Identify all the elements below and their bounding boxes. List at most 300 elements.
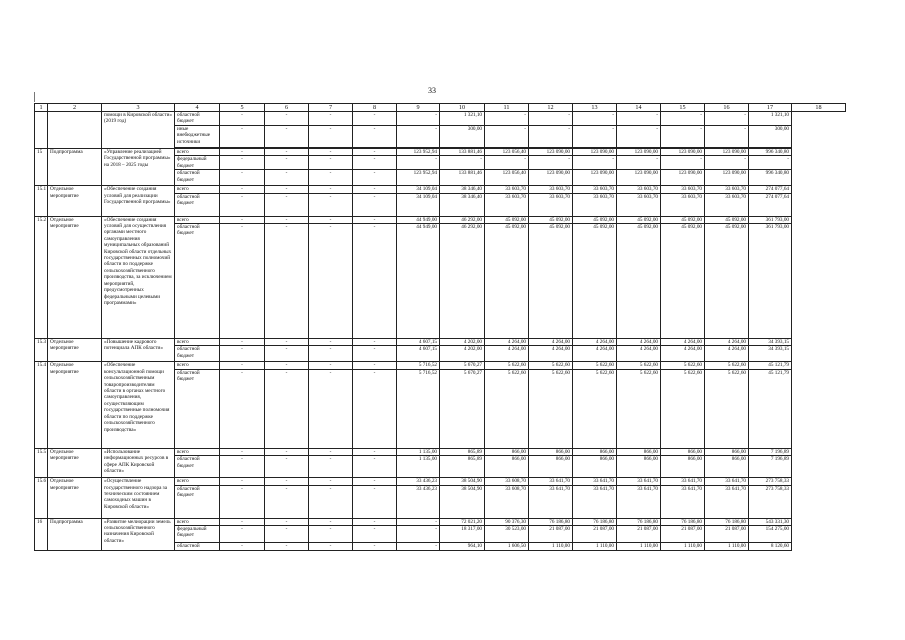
value-cell: - [220, 543, 265, 551]
value-cell: 33 436,23 [397, 485, 440, 518]
value-cell: - [397, 543, 440, 551]
value-cell: 866,00 [617, 456, 661, 478]
column-header: 15 [661, 104, 705, 112]
value-cell: 21 087,00 [661, 526, 705, 543]
measure-name-cell: помощи в Кировской области» (2019 год) [102, 112, 175, 149]
value-cell: - [353, 369, 397, 448]
value-cell: 5 622,60 [529, 362, 573, 369]
row-number-cell: 15.5 [35, 448, 48, 477]
value-cell: 1 321,10 [749, 112, 792, 126]
value-cell: - [617, 125, 661, 147]
value-cell: 33 603,70 [661, 193, 705, 216]
funding-source-cell: областной бюджет [175, 224, 220, 339]
row-number-cell: 15.1 [35, 186, 48, 216]
column-header: 13 [573, 104, 617, 112]
column-header: 10 [440, 104, 485, 112]
value-cell: 38 504,90 [440, 478, 485, 485]
row-number-cell [35, 112, 48, 149]
measure-name-cell: «Обеспечение создания условий для реализации Государственной программы» [102, 186, 175, 216]
value-cell: 33 608,70 [485, 478, 529, 485]
value-cell: - [353, 456, 397, 478]
value-cell: - [353, 224, 397, 339]
value-cell: 38 346,40 [440, 186, 485, 193]
value-cell: 4 264,00 [573, 339, 617, 346]
value-cell: 5 622,60 [485, 369, 529, 448]
value-cell: 543 331,30 [749, 518, 792, 525]
value-cell: - [220, 224, 265, 339]
value-cell: 34 109,04 [397, 186, 440, 193]
value-cell: 5 622,60 [573, 362, 617, 369]
value-cell: - [220, 485, 265, 518]
funding-source-cell: всего [175, 216, 220, 223]
value-cell: - [661, 112, 705, 126]
value-cell: 34 393,15 [749, 339, 792, 346]
value-cell: - [309, 339, 353, 346]
value-cell: - [397, 112, 440, 126]
value-cell: 1 110,00 [705, 543, 749, 551]
value-cell: 4 264,00 [705, 339, 749, 346]
value-cell: 5 622,60 [617, 362, 661, 369]
value-cell: 1 110,00 [661, 543, 705, 551]
value-cell: - [220, 216, 265, 223]
column-header: 9 [397, 104, 440, 112]
value-cell: - [617, 156, 661, 170]
column-header: 16 [705, 104, 749, 112]
value-cell: 90 376,30 [485, 518, 529, 525]
value-cell: - [309, 526, 353, 543]
value-cell: 5 622,60 [705, 362, 749, 369]
value-cell: 76 186,80 [705, 518, 749, 525]
value-cell: - [220, 125, 265, 147]
value-cell: 361 793,00 [749, 224, 792, 339]
value-cell: - [265, 186, 309, 193]
value-cell: - [309, 186, 353, 193]
value-cell: 7 196,89 [749, 448, 792, 455]
value-cell: 4 607,15 [397, 339, 440, 346]
value-cell: - [309, 112, 353, 126]
column-header: 11 [485, 104, 529, 112]
value-cell: - [309, 518, 353, 525]
row-type-cell: Подпрограмма [48, 148, 102, 185]
table-row [35, 518, 846, 525]
value-cell: - [265, 125, 309, 147]
table-row [35, 362, 846, 369]
value-cell: 5 622,60 [705, 369, 749, 448]
value-cell: 133 881,46 [440, 170, 485, 186]
value-cell: - [220, 156, 265, 170]
value-cell: 123 090,00 [573, 148, 617, 155]
value-cell: 45 092,00 [529, 224, 573, 339]
value-cell: - [220, 478, 265, 485]
value-cell: - [353, 193, 397, 216]
value-cell: - [705, 112, 749, 126]
row-number-cell: 15.6 [35, 478, 48, 518]
value-cell: - [265, 518, 309, 525]
value-cell: 123 952,94 [397, 170, 440, 186]
value-cell: 4 264,00 [529, 339, 573, 346]
value-cell: - [220, 369, 265, 448]
value-cell: 5 716,52 [397, 362, 440, 369]
value-cell: - [353, 156, 397, 170]
value-cell: 123 090,00 [617, 170, 661, 186]
value-cell: 33 603,70 [573, 193, 617, 216]
funding-source-cell: всего [175, 478, 220, 485]
value-cell: - [309, 478, 353, 485]
value-cell: - [353, 346, 397, 362]
value-cell: - [353, 170, 397, 186]
funding-source-cell: всего [175, 448, 220, 455]
value-cell: 33 641,70 [705, 485, 749, 518]
value-cell: 34 109,04 [397, 193, 440, 216]
value-cell: 7 196,89 [749, 456, 792, 478]
value-cell: 4 264,00 [705, 346, 749, 362]
value-cell: - [265, 156, 309, 170]
value-cell: 33 603,70 [573, 186, 617, 193]
value-cell: 4 264,00 [485, 339, 529, 346]
value-cell: - [265, 362, 309, 369]
value-cell: 274 077,64 [749, 186, 792, 193]
value-cell: 4 202,00 [440, 339, 485, 346]
measure-name-cell: «Обеспечение консультационной помощи сельскохозяйственным товаропроизводителям области в органах местного самоуправления, осуществляющим государственные полномочия области по поддержке сельскохозяйственного производства» [102, 362, 175, 448]
row-type-cell: Подпрограмма [48, 518, 102, 550]
value-cell: 33 641,70 [617, 485, 661, 518]
value-cell: 21 087,00 [573, 526, 617, 543]
value-cell: 133 881,46 [440, 148, 485, 155]
column-header: 14 [617, 104, 661, 112]
budget-table [34, 103, 846, 551]
value-cell: 45 092,00 [573, 224, 617, 339]
value-cell: - [309, 125, 353, 147]
value-cell: 33 641,70 [705, 478, 749, 485]
row-type-cell: Отдельное мероприятие [48, 186, 102, 216]
value-cell: 5 622,60 [617, 369, 661, 448]
value-cell: 44 949,00 [397, 216, 440, 223]
value-cell: 4 264,00 [617, 346, 661, 362]
column-header: 2 [48, 104, 102, 112]
value-cell: - [440, 156, 485, 170]
funding-source-cell: всего [175, 186, 220, 193]
value-cell: 33 603,70 [617, 193, 661, 216]
value-cell: - [353, 125, 397, 147]
value-cell: 123 090,00 [529, 148, 573, 155]
value-cell: 21 087,00 [529, 526, 573, 543]
column-header: 17 [749, 104, 792, 112]
value-cell: 33 436,23 [397, 478, 440, 485]
value-cell: - [265, 456, 309, 478]
value-cell: 123 056,40 [485, 170, 529, 186]
value-cell: - [661, 156, 705, 170]
column-header: 8 [353, 104, 397, 112]
value-cell: - [573, 156, 617, 170]
value-cell: - [705, 156, 749, 170]
value-cell: 33 641,70 [661, 485, 705, 518]
value-cell: 45 092,00 [705, 216, 749, 223]
value-cell: - [220, 526, 265, 543]
value-cell: 5 670,27 [440, 362, 485, 369]
value-cell: 996 340,80 [749, 148, 792, 155]
value-cell: 4 264,00 [485, 346, 529, 362]
value-cell: 45 092,00 [617, 224, 661, 339]
value-cell: 1 321,10 [440, 112, 485, 126]
value-cell: 46 292,00 [440, 224, 485, 339]
value-cell: - [220, 362, 265, 369]
value-cell: 123 090,00 [705, 170, 749, 186]
value-cell: - [220, 346, 265, 362]
value-cell: - [220, 170, 265, 186]
value-cell: 154 275,00 [749, 526, 792, 543]
value-cell: 866,00 [705, 448, 749, 455]
value-cell: 4 264,00 [529, 346, 573, 362]
value-cell: 30 523,00 [485, 526, 529, 543]
value-cell: - [309, 224, 353, 339]
value-cell: 123 090,00 [529, 170, 573, 186]
value-cell: 21 087,00 [705, 526, 749, 543]
table-row [35, 216, 846, 223]
value-cell: - [661, 125, 705, 147]
value-cell: - [485, 156, 529, 170]
value-cell: - [309, 362, 353, 369]
value-cell: 865,89 [440, 448, 485, 455]
value-cell: 866,00 [485, 448, 529, 455]
margin-mark [34, 92, 35, 102]
funding-source-cell: иные внебюджетные источники [175, 125, 220, 147]
value-cell: 866,00 [705, 456, 749, 478]
value-cell: 123 090,00 [617, 148, 661, 155]
value-cell: - [353, 478, 397, 485]
value-cell: 38 346,40 [440, 193, 485, 216]
value-cell: - [353, 216, 397, 223]
funding-source-cell: областной бюджет [175, 193, 220, 216]
value-cell: 123 090,00 [661, 170, 705, 186]
value-cell: 866,00 [529, 448, 573, 455]
value-cell: 300,00 [440, 125, 485, 147]
measure-name-cell: «Повышение кадрового потенциала АПК области» [102, 339, 175, 362]
value-cell: 76 186,80 [617, 518, 661, 525]
value-cell: - [265, 216, 309, 223]
value-cell: - [220, 112, 265, 126]
funding-source-cell: областной бюджет [175, 170, 220, 186]
value-cell: 76 186,80 [661, 518, 705, 525]
value-cell: 33 603,70 [485, 193, 529, 216]
column-header: 6 [265, 104, 309, 112]
value-cell: 8 120,60 [749, 543, 792, 551]
measure-name-cell: «Развитие мелиорации земель сельскохозяйственного назначения Кировской области» [102, 518, 175, 550]
value-cell: - [397, 125, 440, 147]
measure-name-cell: «Использование информационных ресурсов в сфере АПК Кировской области» [102, 448, 175, 477]
funding-source-cell: всего [175, 362, 220, 369]
value-cell: - [397, 526, 440, 543]
value-cell: 5 670,27 [440, 369, 485, 448]
value-cell: - [309, 156, 353, 170]
value-cell: 1 110,00 [529, 543, 573, 551]
value-cell: 996 340,80 [749, 170, 792, 186]
value-cell: 33 603,70 [529, 186, 573, 193]
row-number-cell: 15.2 [35, 216, 48, 338]
value-cell: - [220, 448, 265, 455]
value-cell: - [529, 156, 573, 170]
value-cell: - [397, 518, 440, 525]
value-cell: 866,00 [573, 448, 617, 455]
value-cell: 34 393,15 [749, 346, 792, 362]
value-cell: 273 758,33 [749, 478, 792, 485]
value-cell: 361 793,00 [749, 216, 792, 223]
value-cell: 300,00 [749, 125, 792, 147]
page-number: 33 [428, 86, 436, 95]
value-cell: 45 092,00 [485, 224, 529, 339]
value-cell: - [265, 224, 309, 339]
value-cell: 45 121,79 [749, 369, 792, 448]
funding-source-cell: областной бюджет [175, 112, 220, 126]
value-cell: - [265, 193, 309, 216]
value-cell: 5 622,60 [573, 369, 617, 448]
funding-source-cell: федеральный бюджет [175, 156, 220, 170]
value-cell: 18 317,00 [440, 526, 485, 543]
funding-source-cell: всего [175, 518, 220, 525]
value-cell: 45 092,00 [485, 216, 529, 223]
value-cell: 273 758,33 [749, 485, 792, 518]
value-cell: 33 603,70 [705, 186, 749, 193]
value-cell: 45 092,00 [573, 216, 617, 223]
value-cell: - [220, 456, 265, 478]
value-cell: - [529, 112, 573, 126]
funding-source-cell: областной бюджет [175, 369, 220, 448]
value-cell: 5 622,60 [661, 362, 705, 369]
value-cell: 866,00 [661, 448, 705, 455]
value-cell: 866,00 [573, 456, 617, 478]
table-row [35, 186, 846, 193]
table-row [35, 448, 846, 455]
value-cell: 4 264,00 [573, 346, 617, 362]
value-cell: 33 603,70 [485, 186, 529, 193]
value-cell: - [309, 148, 353, 155]
value-cell: 33 608,70 [485, 485, 529, 518]
row-number-cell: 15.3 [35, 339, 48, 362]
value-cell: 123 090,00 [573, 170, 617, 186]
value-cell: 5 622,60 [661, 369, 705, 448]
value-cell: - [309, 216, 353, 223]
row-number-cell: 15 [35, 148, 48, 185]
value-cell: - [220, 186, 265, 193]
funding-source-cell: всего [175, 339, 220, 346]
value-cell: - [265, 526, 309, 543]
value-cell: 33 641,70 [573, 478, 617, 485]
header-row [35, 104, 846, 112]
value-cell: 865,89 [440, 456, 485, 478]
value-cell: 274 077,64 [749, 193, 792, 216]
value-cell: 866,00 [485, 456, 529, 478]
row-type-cell: Отдельное мероприятие [48, 339, 102, 362]
row-type-cell: Отдельное мероприятие [48, 216, 102, 338]
value-cell: - [353, 448, 397, 455]
value-cell: - [485, 112, 529, 126]
value-cell: 123 056,40 [485, 148, 529, 155]
value-cell: - [353, 362, 397, 369]
value-cell: - [353, 526, 397, 543]
value-cell: 45 092,00 [661, 224, 705, 339]
value-cell: 45 092,00 [705, 224, 749, 339]
funding-source-cell: областной [175, 543, 220, 551]
value-cell: 45 092,00 [661, 216, 705, 223]
value-cell: - [309, 369, 353, 448]
value-cell: - [353, 112, 397, 126]
funding-source-cell: областной бюджет [175, 456, 220, 478]
value-cell: 33 641,70 [617, 478, 661, 485]
value-cell: 123 090,00 [661, 148, 705, 155]
value-cell: 4 264,00 [661, 339, 705, 346]
value-cell: - [573, 125, 617, 147]
value-cell: 5 622,60 [485, 362, 529, 369]
value-cell: 1 110,00 [617, 543, 661, 551]
value-cell: - [220, 339, 265, 346]
table-row [35, 148, 846, 155]
value-cell: 4 202,00 [440, 346, 485, 362]
value-cell: 33 641,70 [529, 485, 573, 518]
value-cell: 5 622,60 [529, 369, 573, 448]
value-cell: - [265, 112, 309, 126]
value-cell: 4 264,00 [617, 339, 661, 346]
value-cell: 1 135,00 [397, 456, 440, 478]
value-cell: - [265, 448, 309, 455]
value-cell: - [309, 485, 353, 518]
value-cell: 964,10 [440, 543, 485, 551]
value-cell: - [265, 369, 309, 448]
value-cell: 33 603,70 [617, 186, 661, 193]
funding-source-cell: всего [175, 148, 220, 155]
value-cell: - [309, 346, 353, 362]
value-cell: - [265, 543, 309, 551]
value-cell: 33 641,70 [661, 478, 705, 485]
value-cell: 1 135,00 [397, 448, 440, 455]
value-cell: - [353, 543, 397, 551]
value-cell: 21 087,00 [617, 526, 661, 543]
value-cell: - [353, 148, 397, 155]
value-cell: 866,00 [617, 448, 661, 455]
value-cell: - [573, 112, 617, 126]
row-type-cell [48, 112, 102, 149]
value-cell: 76 186,80 [573, 518, 617, 525]
value-cell: 5 716,52 [397, 369, 440, 448]
funding-source-cell: федеральный бюджет [175, 526, 220, 543]
value-cell: 45 092,00 [529, 216, 573, 223]
value-cell: - [220, 193, 265, 216]
table-row [35, 112, 846, 126]
row-type-cell: Отдельное мероприятие [48, 362, 102, 448]
value-cell: 33 603,70 [661, 186, 705, 193]
value-cell: 76 186,80 [529, 518, 573, 525]
value-cell: - [265, 346, 309, 362]
value-cell: 46 292,00 [440, 216, 485, 223]
value-cell: - [309, 170, 353, 186]
funding-source-cell: областной бюджет [175, 346, 220, 362]
value-cell: - [485, 125, 529, 147]
row-type-cell: Отдельное мероприятие [48, 478, 102, 518]
value-cell: 38 504,90 [440, 485, 485, 518]
value-cell: - [309, 543, 353, 551]
row-type-cell: Отдельное мероприятие [48, 448, 102, 477]
value-cell: 123 090,00 [705, 148, 749, 155]
funding-source-cell: областной бюджет [175, 485, 220, 518]
value-cell: 1 606,50 [485, 543, 529, 551]
value-cell: - [220, 148, 265, 155]
value-cell: - [705, 125, 749, 147]
row-number-cell: 16 [35, 518, 48, 550]
column-header: 1 [35, 104, 48, 112]
table-row [35, 339, 846, 346]
value-cell: - [749, 156, 792, 170]
value-cell: - [265, 339, 309, 346]
value-cell: - [309, 456, 353, 478]
value-cell: 1 110,00 [573, 543, 617, 551]
